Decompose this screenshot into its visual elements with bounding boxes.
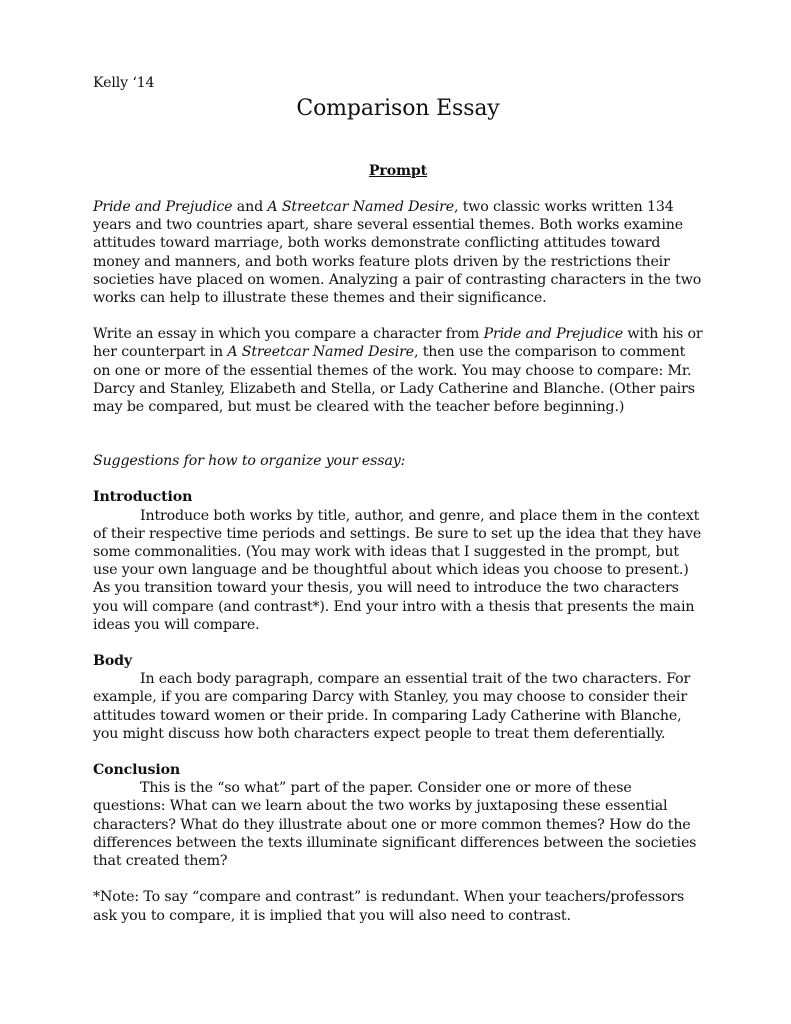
conjunction-text: and	[232, 199, 268, 215]
introduction-heading: Introduction	[93, 489, 193, 506]
work-title-streetcar: A Streetcar Named Desire	[227, 344, 414, 361]
footnote: *Note: To say “compare and contrast” is redundant. When your teachers/professors ask you to compare, it is implied that you will also need to contrast.	[93, 889, 685, 924]
suggestions-line: Suggestions for how to organize your essay:	[93, 453, 406, 470]
document-page	[93, 74, 703, 925]
work-title-pride: Pride and Prejudice	[93, 199, 233, 215]
prompt-paragraph-2-part2: with his or her counterpart in	[93, 326, 703, 361]
prompt-paragraph-1-text: , two classic works written 134 years and two countries apart, share several essential themes. Both works examine attitudes toward marriage, both works demonstrate conflicting attitudes toward money and manners, and both works feature plots driven by the restrictions their societies have placed on women. Analyzing a pair of contrasting characters in the two works can help to illustrate these themes and their significance.	[93, 199, 702, 307]
conclusion-paragraph: This is the “so what” part of the paper. Consider one or more of these questions: What can we learn about the two works by juxtaposing these essential characters? What do they illustrate about one or more common themes? How do the differences between the texts illuminate significant differences between the societies that created them?	[93, 780, 697, 870]
introduction-paragraph: Introduce both works by title, author, and genre, and place them in the context of their respective time periods and settings. Be sure to set up the idea that they have some commonalities. (You may work with ideas that I suggested in the prompt, but use your own language and be thoughtful about which ideas you choose to present.) As you transition toward your thesis, you will need to introduce the two characters you will compare (and contrast*). End your intro with a thesis that presents the main ideas you will compare.	[93, 507, 702, 633]
prompt-paragraph-2-part3: , then use the comparison to comment on one or more of the essential themes of the work. You may choose to compare: Mr. Darcy and Stanley, Elizabeth and Stella, or Lady Catherine and Blanche. (Other pairs may be compared, but must be cleared with the teacher before beginning.)	[93, 344, 695, 416]
work-title-streetcar: A Streetcar Named Desire	[267, 199, 455, 215]
work-title-pride: Pride and Prejudice	[483, 326, 623, 343]
document-title: Comparison Essay	[296, 96, 500, 121]
body-paragraph: In each body paragraph, compare an essential trait of the two characters. For example, if you are comparing Darcy with Stanley, you may choose to consider their attitudes toward women or their pride. In comparing Lady Catherine with Blanche, you might discuss how both characters expect people to treat them deferentially.	[93, 671, 691, 742]
prompt-heading: Prompt	[368, 163, 428, 179]
prompt-paragraph-2	[93, 325, 703, 416]
conclusion-heading: Conclusion	[93, 762, 181, 779]
prompt-paragraph-1	[93, 198, 703, 307]
prompt-paragraph-2-part1: Write an essay in which you compare a character from	[93, 326, 484, 343]
author-line: Kelly ‘14	[93, 75, 155, 91]
body-heading: Body	[93, 653, 133, 670]
